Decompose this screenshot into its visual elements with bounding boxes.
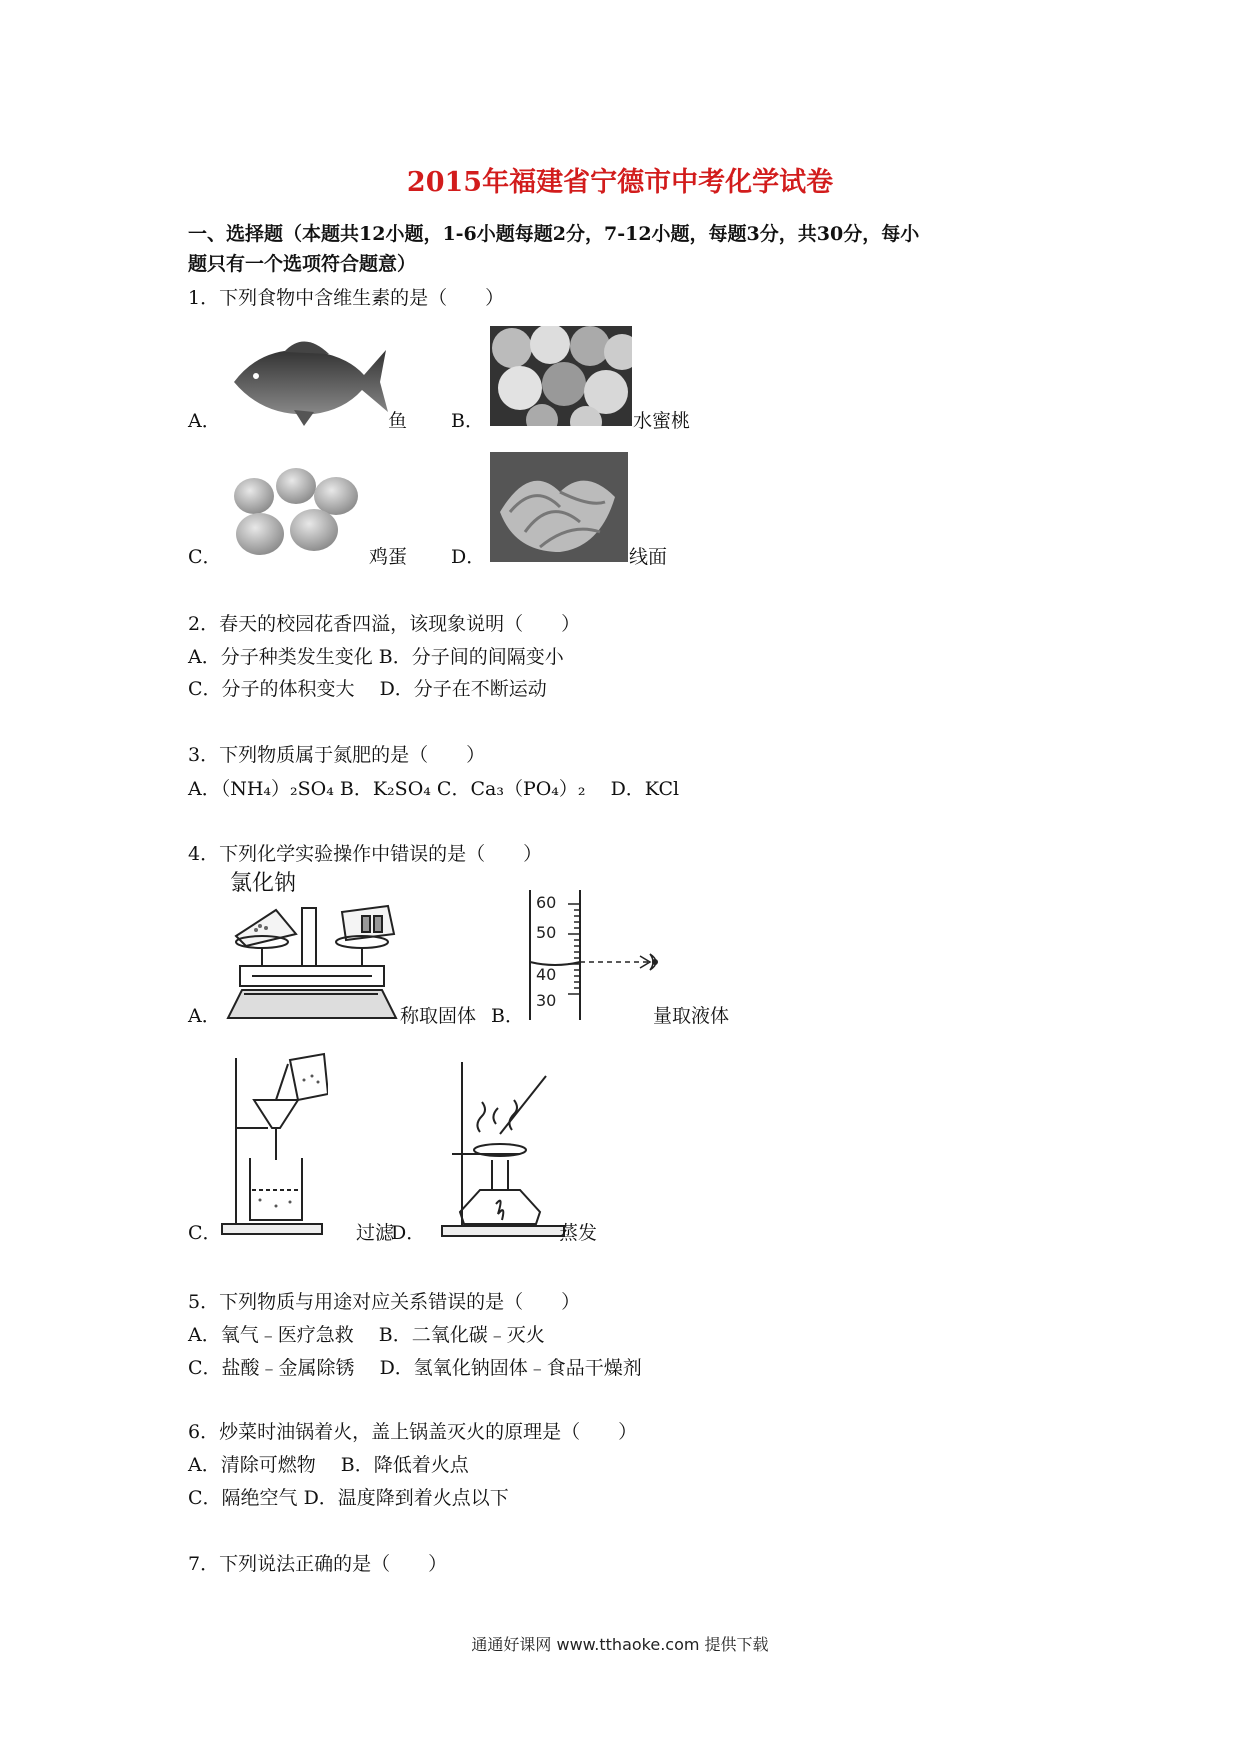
q1-option-a-letter: A． <box>188 410 221 432</box>
q4-option-c-label: 过滤 <box>356 1222 395 1244</box>
question-2-options-row2: C．分子的体积变大 D．分子在不断运动 <box>188 678 547 700</box>
q4-option-b-label: 量取液体 <box>653 1005 730 1027</box>
q4-option-a-label: 称取固体 <box>400 1005 477 1027</box>
q4-option-d-label: 蒸发 <box>559 1222 598 1244</box>
q4-option-a-letter: A． <box>188 1005 221 1027</box>
sodium-chloride-label: 氯化钠 <box>230 871 297 896</box>
question-1-stem: 1．下列食物中含维生素的是（ ） <box>188 287 505 309</box>
eggs-image <box>224 466 369 566</box>
cylinder-tick-60: 60 <box>536 893 557 912</box>
cylinder-tick-50: 50 <box>536 923 557 942</box>
question-4-stem: 4．下列化学实验操作中错误的是（ ） <box>188 843 543 865</box>
q1-option-d-letter: D． <box>451 546 486 568</box>
graduated-cylinder-image <box>528 890 668 1022</box>
question-3-options: A．（NH₄）₂SO₄ B．K₂SO₄ C．Ca₃（PO₄）₂ D．KCl <box>188 778 680 800</box>
q1-option-b-letter: B． <box>451 410 484 432</box>
question-2-options-row1: A．分子种类发生变化 B．分子间的间隔变小 <box>188 646 564 668</box>
question-5-options-row1: A．氧气﹣医疗急救 B．二氧化碳﹣灭火 <box>188 1324 545 1346</box>
peaches-image <box>490 326 632 426</box>
question-5-stem: 5．下列物质与用途对应关系错误的是（ ） <box>188 1291 581 1313</box>
question-7-stem: 7．下列说法正确的是（ ） <box>188 1553 448 1575</box>
filtration-image <box>220 1040 328 1236</box>
q1-option-c-letter: C． <box>188 546 222 568</box>
q4-option-c-letter: C． <box>188 1222 222 1244</box>
noodles-image <box>490 452 628 562</box>
question-5-options-row2: C．盐酸﹣金属除锈 D．氢氧化钠固体﹣食品干燥剂 <box>188 1357 642 1379</box>
evaporation-image <box>440 1054 566 1238</box>
balance-image <box>222 898 400 1023</box>
section-heading-line2: 题只有一个选项符合题意） <box>188 253 417 275</box>
q4-option-b-letter: B． <box>491 1005 524 1027</box>
section-heading-line1: 一、选择题（本题共12小题，1-6小题每题2分，7-12小题，每题3分，共30分，每小 <box>188 223 920 245</box>
question-6-options-row2: C．隔绝空气 D．温度降到着火点以下 <box>188 1487 509 1509</box>
question-3-stem: 3．下列物质属于氮肥的是（ ） <box>188 744 486 766</box>
question-6-stem: 6．炒菜时油锅着火，盖上锅盖灭火的原理是（ ） <box>188 1421 638 1443</box>
q1-option-d-label: 线面 <box>629 546 668 568</box>
cylinder-tick-30: 30 <box>536 991 557 1010</box>
q1-option-a-label: 鱼 <box>388 410 408 432</box>
question-6-options-row1: A．清除可燃物 B．降低着火点 <box>188 1454 469 1476</box>
fish-image <box>224 330 389 430</box>
q1-option-c-label: 鸡蛋 <box>369 546 408 568</box>
q4-option-d-letter: D． <box>391 1222 426 1244</box>
page-footer: 通通好课网 www.tthaoke.com 提供下载 <box>471 1635 769 1654</box>
question-2-stem: 2．春天的校园花香四溢，该现象说明（ ） <box>188 613 581 635</box>
exam-title: 2015年福建省宁德市中考化学试卷 <box>406 167 834 198</box>
cylinder-tick-40: 40 <box>536 965 557 984</box>
q1-option-b-label: 水蜜桃 <box>633 410 691 432</box>
